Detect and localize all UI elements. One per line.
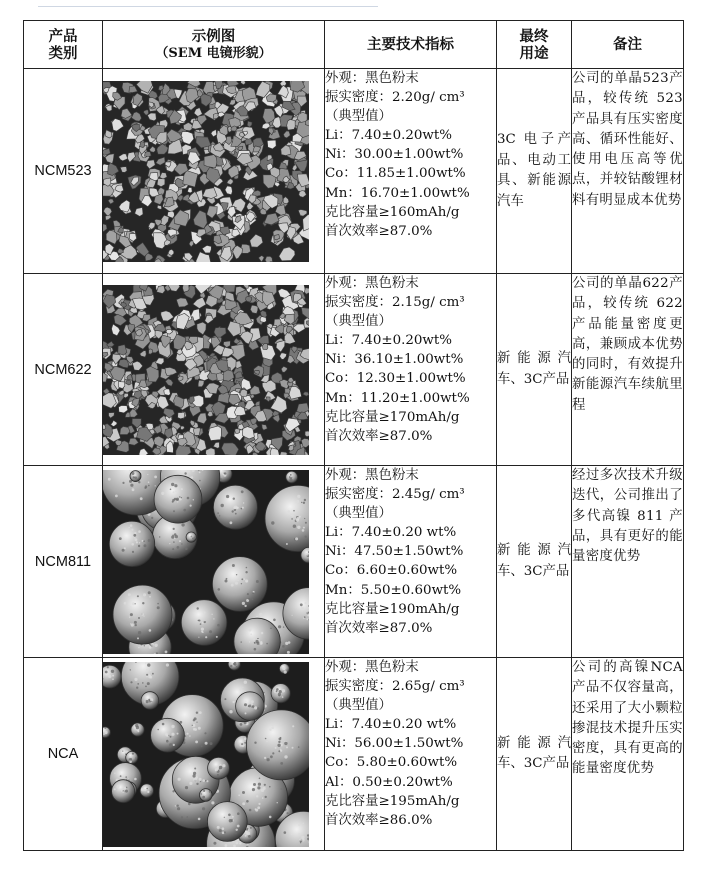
category-cell bbox=[24, 69, 103, 274]
note-text: 公司的单晶523产品，较传统 523 产品具有压实密度高、循环性能好、使用电压高等优点，并较钴酸锂材料有明显成本优势 bbox=[572, 71, 683, 208]
category-cell bbox=[24, 658, 103, 851]
category-name: NCM622 bbox=[34, 361, 92, 378]
sem-image-cell bbox=[103, 274, 325, 466]
note-text: 公司的单晶622产品，较传统 622 产品能量密度更高，兼顾成本优势的同时，有效提升新能源汽车续航里程 bbox=[572, 276, 683, 413]
header-category-text: 产品 类别 bbox=[48, 27, 78, 62]
use-text: 新能源汽车、3C产品 bbox=[497, 543, 571, 579]
note-cell bbox=[572, 69, 684, 274]
spec-line: 外观：黑色粉末 bbox=[325, 660, 419, 675]
spec-line: （典型值） bbox=[325, 109, 392, 125]
note-text: 经过多次技术升级迭代，公司推出了多代高镍 811 产品，具有更好的能量密度优势 bbox=[572, 468, 683, 565]
spec-line: 外观：黑色粉末 bbox=[325, 71, 419, 86]
sem-micrograph-icon bbox=[103, 81, 309, 262]
spec-line: Mn：11.20±1.00wt% bbox=[325, 390, 470, 406]
spec-line: Ni：47.50±1.50wt% bbox=[325, 544, 464, 560]
sem-image-cell bbox=[103, 69, 325, 274]
use-cell bbox=[497, 658, 572, 851]
spec-line: Mn：5.50±0.60wt% bbox=[325, 582, 462, 598]
note-cell bbox=[572, 466, 684, 658]
spec-line: Li：7.40±0.20 wt% bbox=[325, 525, 457, 541]
header-category bbox=[24, 21, 103, 69]
spec-line: 首次效率≥86.0% bbox=[325, 812, 433, 828]
header-row bbox=[24, 21, 684, 69]
spec-line: Li：7.40±0.20wt% bbox=[325, 333, 452, 349]
use-text: 3C 电子产品、电动工具、新能源汽车 bbox=[497, 132, 571, 209]
spec-line: 首次效率≥87.0% bbox=[325, 428, 433, 444]
spec-line: Al：0.50±0.20wt% bbox=[325, 774, 453, 790]
spec-line: 振实密度：2.15g/ cm³ bbox=[325, 295, 465, 311]
table-row bbox=[24, 466, 684, 658]
category-name: NCM811 bbox=[34, 553, 92, 570]
use-text: 新能源汽车、3C产品 bbox=[497, 735, 571, 771]
header-use bbox=[497, 21, 572, 69]
spec-line: Mn：16.70±1.00wt% bbox=[325, 185, 470, 201]
spec-line: 首次效率≥87.0% bbox=[325, 620, 433, 636]
note-cell bbox=[572, 274, 684, 466]
sem-micrograph-icon bbox=[103, 470, 309, 654]
sem-micrograph-icon bbox=[103, 662, 309, 847]
product-spec-table bbox=[23, 20, 684, 851]
spec-line: （典型值） bbox=[325, 698, 392, 714]
use-cell bbox=[497, 466, 572, 658]
spec-line: 外观：黑色粉末 bbox=[325, 276, 419, 291]
sem-micrograph-icon bbox=[103, 285, 309, 455]
use-cell bbox=[497, 69, 572, 274]
spec-line: Co：5.80±0.60wt% bbox=[325, 755, 458, 771]
header-note-text: 备注 bbox=[613, 36, 642, 53]
specs-cell bbox=[325, 466, 497, 658]
spec-line: 振实密度：2.65g/ cm³ bbox=[325, 679, 465, 695]
spec-line: （典型值） bbox=[325, 506, 392, 522]
spec-line: Li：7.40±0.20 wt% bbox=[325, 717, 457, 733]
header-image bbox=[103, 21, 325, 69]
table-row bbox=[24, 658, 684, 851]
spec-line: 克比容量≥195mAh/g bbox=[325, 793, 460, 809]
spec-line: Ni：56.00±1.50wt% bbox=[325, 736, 464, 752]
specs-cell bbox=[325, 274, 497, 466]
spec-line: Co：6.60±0.60wt% bbox=[325, 563, 458, 579]
category-cell bbox=[24, 274, 103, 466]
sem-image-cell bbox=[103, 658, 325, 851]
category-cell bbox=[24, 466, 103, 658]
spec-line: 克比容量≥190mAh/g bbox=[325, 601, 460, 617]
spec-line: 外观：黑色粉末 bbox=[325, 468, 419, 483]
spec-line: Co：11.85±1.00wt% bbox=[325, 166, 466, 182]
sem-image-cell bbox=[103, 466, 325, 658]
header-note bbox=[572, 21, 684, 69]
table-row bbox=[24, 69, 684, 274]
spec-line: 克比容量≥160mAh/g bbox=[325, 204, 460, 220]
spec-line: Ni：30.00±1.00wt% bbox=[325, 147, 464, 163]
header-use-text: 最终 用途 bbox=[519, 27, 549, 62]
spec-line: Co：12.30±1.00wt% bbox=[325, 371, 466, 387]
spec-line: Li：7.40±0.20wt% bbox=[325, 128, 452, 144]
header-specs-text: 主要技术指标 bbox=[367, 36, 454, 53]
header-image-title: 示例图 bbox=[191, 27, 236, 45]
spec-line: 振实密度：2.45g/ cm³ bbox=[325, 487, 465, 503]
table-row bbox=[24, 274, 684, 466]
header-rule bbox=[38, 6, 378, 7]
spec-line: Ni：36.10±1.00wt% bbox=[325, 352, 464, 368]
header-image-subtitle: （SEM 电镜形貌） bbox=[155, 45, 272, 61]
spec-line: （典型值） bbox=[325, 314, 392, 330]
header-specs bbox=[325, 21, 497, 69]
use-text: 新能源汽车、3C产品 bbox=[497, 351, 571, 387]
spec-line: 首次效率≥87.0% bbox=[325, 223, 433, 239]
note-cell bbox=[572, 658, 684, 851]
category-name: NCA bbox=[47, 746, 79, 762]
note-text: 公司的高镍NCA 产品不仅容量高，还采用了大小颗粒掺混技术提升压实密度，具有更高的能量密度优势 bbox=[572, 660, 683, 777]
use-cell bbox=[497, 274, 572, 466]
specs-cell bbox=[325, 658, 497, 851]
specs-cell bbox=[325, 69, 497, 274]
spec-line: 克比容量≥170mAh/g bbox=[325, 409, 460, 425]
category-name: NCM523 bbox=[34, 163, 92, 179]
spec-line: 振实密度：2.20g/ cm³ bbox=[325, 90, 465, 106]
